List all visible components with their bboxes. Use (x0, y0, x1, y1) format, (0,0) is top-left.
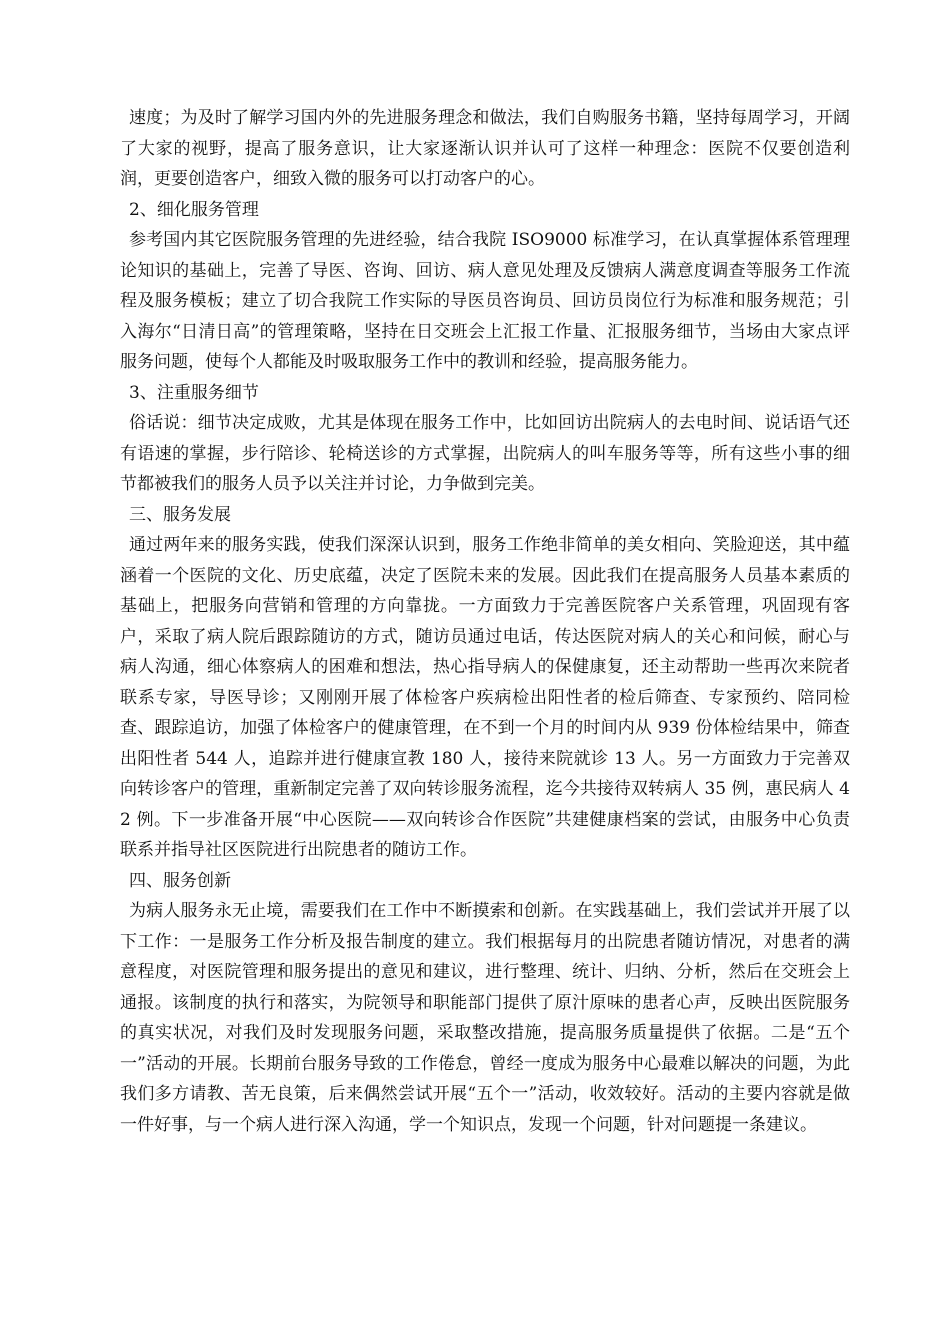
paragraph-service-philosophy: 速度；为及时了解学习国内外的先进服务理念和做法，我们自购服务书籍，坚持每周学习，开阔了大家的视野，提高了服务意识，让大家逐渐认识并认可了这样一种理念：医院不仅要创造利润，更要创造客户，细致入微的服务可以打动客户的心。 (120, 108, 850, 189)
paragraph-service-development: 通过两年来的服务实践，使我们深深认识到，服务工作绝非简单的美女相向、笑脸迎送，其中蕴涵着一个医院的文化、历史底蕴，决定了医院未来的发展。因此我们在提高服务人员基本素质的基础上，把服务向营销和管理的方向靠拢。一方面致力于完善医院客户关系管理，巩固现有客户，采取了病人院后跟踪随访的方式，随访员通过电话，传达医院对病人的关心和问候，耐心与病人沟通，细心体察病人的困难和想法，热心指导病人的保健康复，还主动帮助一些再次来院者联系专家，导医导诊；又刚刚开展了体检客户疾病检出阳性者的检后筛查、专家预约、陪同检查、跟踪追访，加强了体检客户的健康管理，在不到一个月的时间内从 939 份体检结果中，筛查出阳性者 544 人，追踪并进行健康宣教 180 人，接待来院就诊 13 人。另一方面致力于完善双向转诊客户的管理，重新制定完善了双向转诊服务流程，迄今共接待双转病人 35 例，惠民病人 42 例。下一步准备开展“中心医院——双向转诊合作医院”共建健康档案的尝试，由服务中心负责联系并指导社区医院进行出院患者的随访工作。 (120, 535, 850, 860)
heading-refine-service-management: 2、细化服务管理 (129, 199, 259, 220)
paragraph-service-details: 俗话说：细节决定成败，尤其是体现在服务工作中，比如回访出院病人的去电时间、说话语气还有语速的掌握，步行陪诊、轮椅送诊的方式掌握，出院病人的叫车服务等等，所有这些小事的细节都被我们的服务人员予以关注并讨论，力争做到完美。 (120, 413, 850, 494)
heading-service-innovation: 四、服务创新 (129, 870, 231, 891)
paragraph-service-innovation: 为病人服务永无止境，需要我们在工作中不断摸索和创新。在实践基础上，我们尝试并开展了以下工作：一是服务工作分析及报告制度的建立。我们根据每月的出院患者随访情况，对患者的满意程度，对医院管理和服务提出的意见和建议，进行整理、统计、归纳、分析，然后在交班会上通报。该制度的执行和落实，为院领导和职能部门提供了原汁原味的患者心声，反映出医院服务的真实状况，对我们及时发现服务问题，采取整改措施，提高服务质量提供了依据。二是“五个一”活动的开展。长期前台服务导致的工作倦怠，曾经一度成为服务中心最难以解决的问题，为此我们多方请教、苦无良策，后来偶然尝试开展“五个一”活动，收效较好。活动的主要内容就是做一件好事，与一个病人进行深入沟通，学一个知识点，发现一个问题，针对问题提一条建议。 (120, 901, 850, 1135)
heading-service-details: 3、注重服务细节 (129, 382, 259, 403)
heading-service-development: 三、服务发展 (129, 504, 231, 525)
document-body (120, 103, 850, 1140)
paragraph-service-management: 参考国内其它医院服务管理的先进经验，结合我院 ISO9000 标准学习，在认真掌握体系管理理论知识的基础上，完善了导医、咨询、回访、病人意见处理及反馈病人满意度调查等服务工作流程及服务模板；建立了切合我院工作实际的导医员咨询员、回访员岗位行为标准和服务规范；引入海尔“日清日高”的管理策略，坚持在日交班会上汇报工作量、汇报服务细节，当场由大家点评服务问题，使每个人都能及时吸取服务工作中的教训和经验，提高服务能力。 (120, 230, 850, 372)
